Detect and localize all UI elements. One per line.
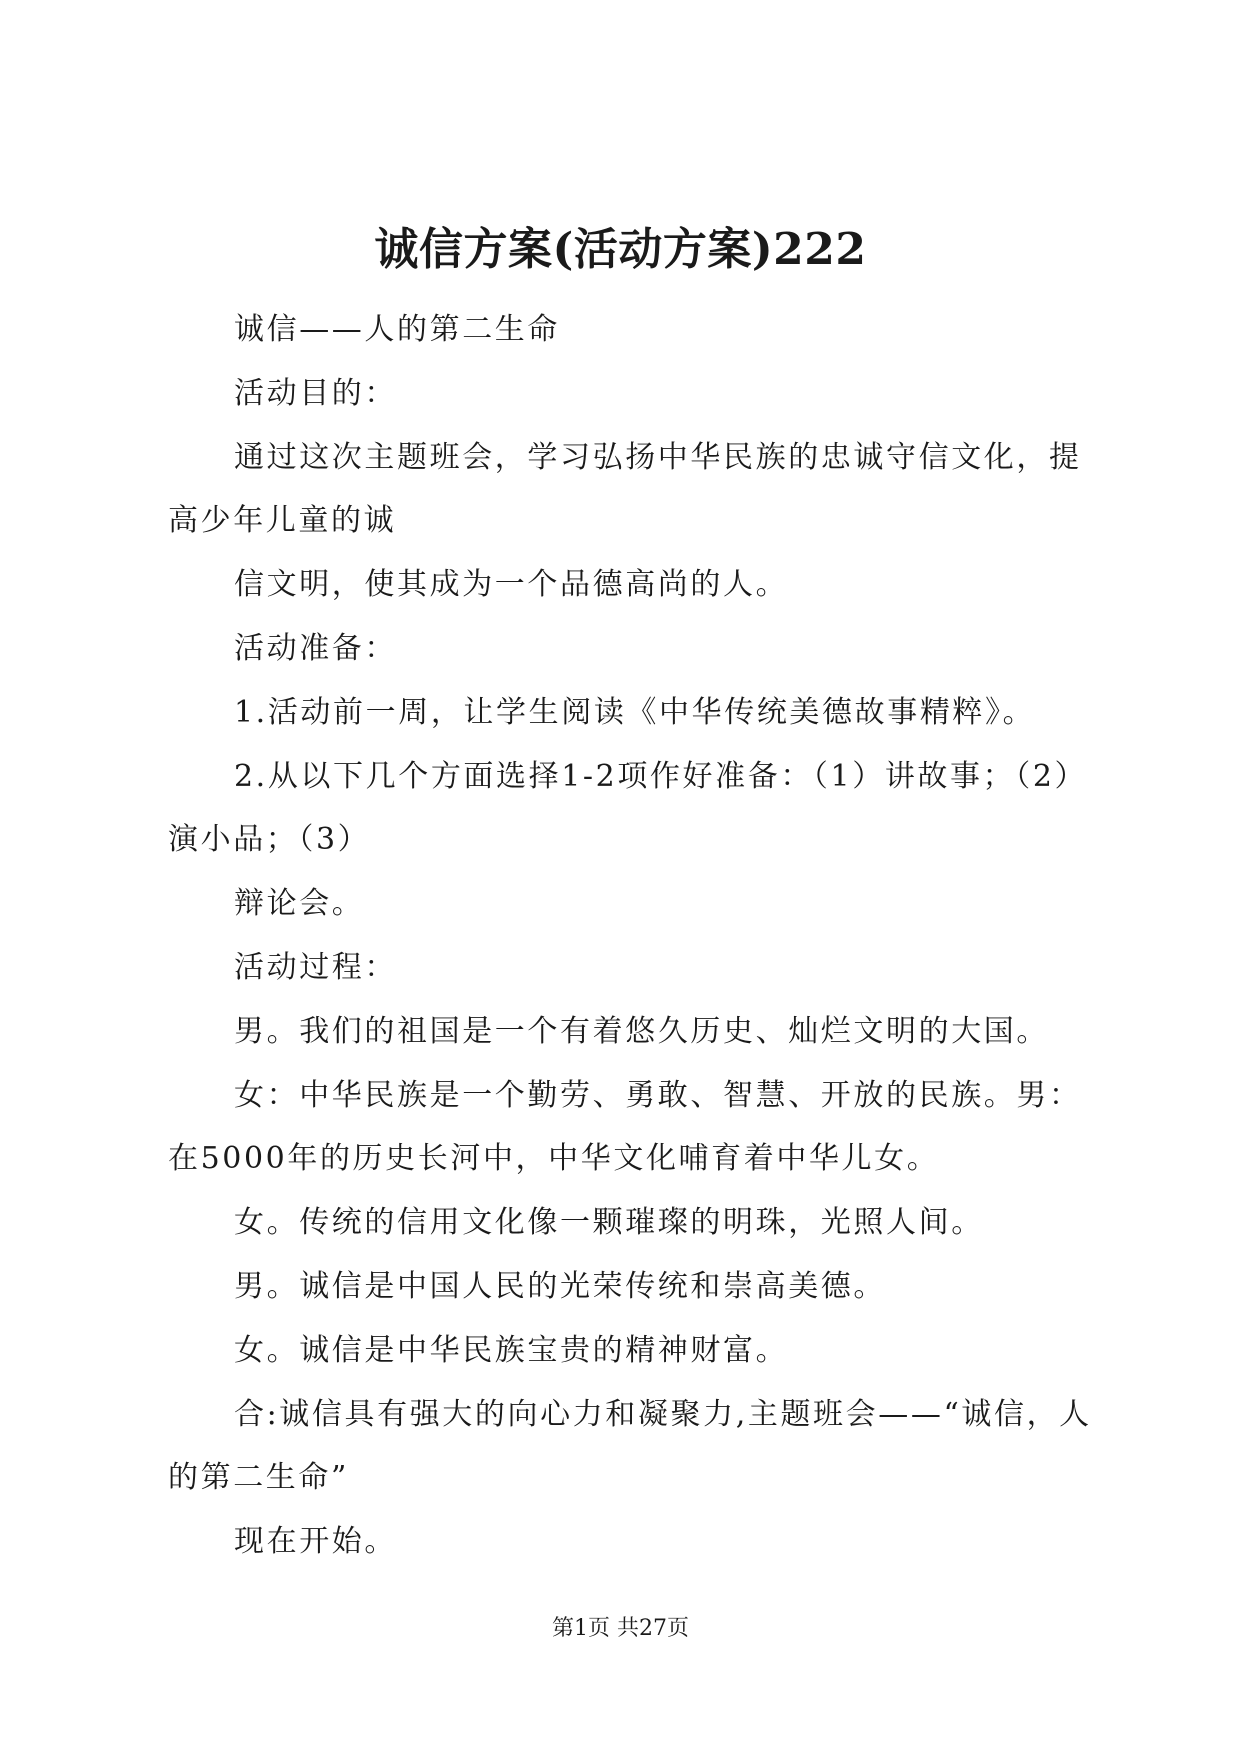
page-footer: 第1页 共27页 xyxy=(552,1616,689,1641)
paragraph-process-heading: 活动过程： xyxy=(234,949,397,985)
paragraph-dialogue-1: 男。我们的祖国是一个有着悠久历史、灿烂文明的大国。 xyxy=(234,1013,1049,1049)
paragraph-dialogue-5: 女。诚信是中华民族宝贵的精神财富。 xyxy=(234,1332,789,1368)
paragraph-dialogue-2: 女：中华民族是一个勤劳、勇敢、智慧、开放的民族。男：在5000年的历史长河中，中华文化哺育着中华儿女。 xyxy=(168,1077,1082,1177)
paragraph-purpose-text: 通过这次主题班会，学习弘扬中华民族的忠诚守信文化，提高少年儿童的诚 xyxy=(168,439,1082,539)
paragraph-subtitle: 诚信——人的第二生命 xyxy=(234,312,560,347)
paragraph-dialogue-6: 合:诚信具有强大的向心力和凝聚力,主题班会——“诚信，人的第二生命” xyxy=(168,1396,1092,1496)
paragraph-dialogue-7: 现在开始。 xyxy=(234,1524,397,1560)
document-body xyxy=(168,298,1093,1574)
paragraph-purpose-text-cont: 信文明，使其成为一个品德高尚的人。 xyxy=(234,567,789,603)
paragraph-preparation-item-2-cont: 辩论会。 xyxy=(234,886,365,922)
paragraph-dialogue-3: 女。传统的信用文化像一颗璀璨的明珠，光照人间。 xyxy=(234,1205,984,1241)
paragraph-preparation-heading: 活动准备： xyxy=(234,630,397,666)
paragraph-purpose-heading: 活动目的： xyxy=(234,375,397,411)
document-title: 诚信方案(活动方案)222 xyxy=(374,224,867,275)
paragraph-dialogue-4: 男。诚信是中国人民的光荣传统和崇高美德。 xyxy=(234,1268,886,1304)
paragraph-preparation-item-2: 2.从以下几个方面选择1-2项作好准备：（1）讲故事；（2）演小品；（3） xyxy=(168,758,1088,858)
paragraph-preparation-item-1: 1.活动前一周，让学生阅读《中华传统美德故事精粹》。 xyxy=(234,694,1036,730)
